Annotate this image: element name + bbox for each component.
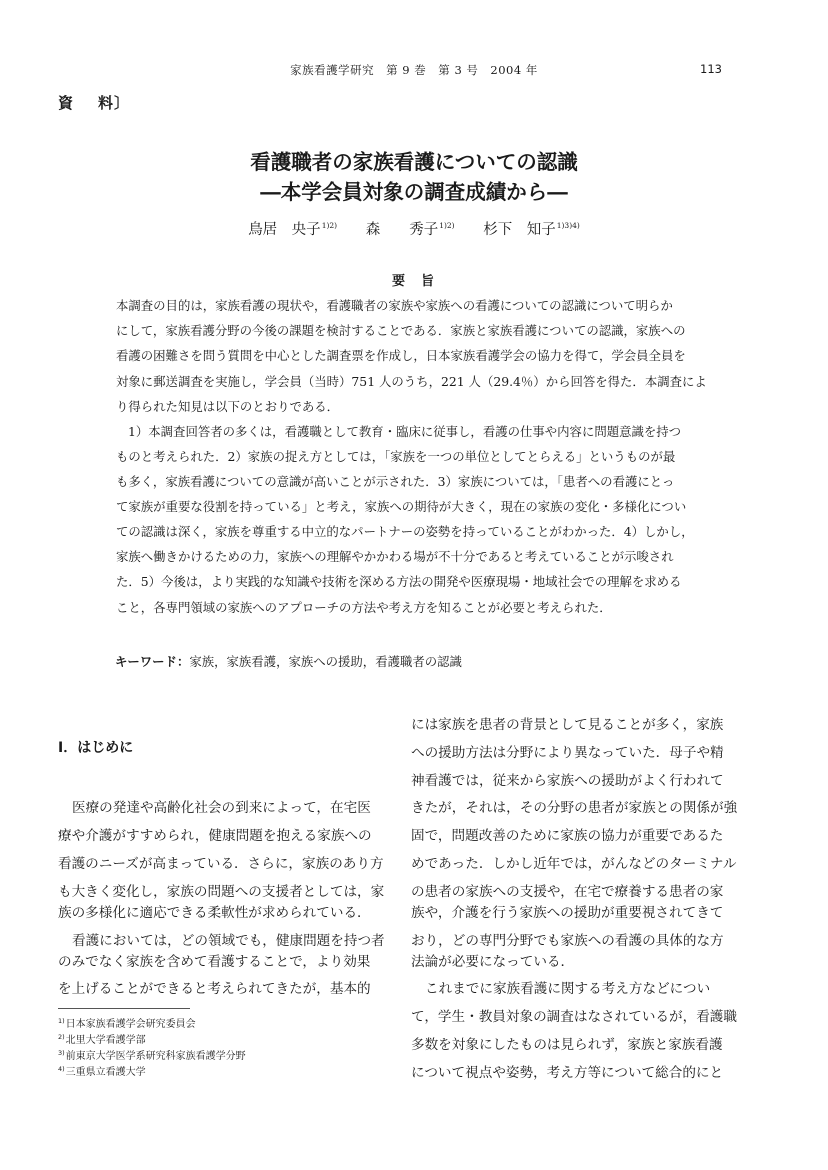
- author: [483, 218, 580, 239]
- abstract-line: た．5）今後は，より実践的な知識や技術を深める方法の開発や医療現場・地域社会での理解を求める: [116, 574, 682, 589]
- abstract-line: 本調査の目的は，家族看護の現状や，看護職者の家族や家族への看護についての認識について明らか: [116, 298, 673, 313]
- abstract-line: 看護の困難さを問う質問を中心とした調査票を作成し，日本家族看護学会の協力を得て，学会員全員を: [116, 348, 686, 363]
- footnote: [58, 1047, 246, 1062]
- body-line: を上げることができると考えられてきたが，基本的: [58, 981, 371, 997]
- body-line: 固で，問題改善のために家族の協力が重要であるた: [411, 828, 724, 844]
- body-line: 族や，介護を行う家族への援助が重要視されてきて: [411, 905, 724, 921]
- body-line: 族の多様化に適応できる柔軟性が求められている．: [58, 905, 371, 921]
- body-line: への援助方法は分野により異なっていた．母子や精: [411, 745, 724, 761]
- footnote-text: 北里大学看護学部: [65, 1035, 146, 1046]
- author-name: 杉下 知子: [483, 222, 556, 238]
- author-list: [0, 218, 828, 239]
- body-line: これまでに家族看護に関する考え方などについ: [425, 981, 711, 997]
- footnote: [58, 1015, 196, 1030]
- article-subtitle: ―本学会員対象の調査成績から―: [260, 180, 568, 204]
- page-number: 113: [700, 62, 722, 76]
- section-heading: I．はじめに: [58, 740, 134, 756]
- body-line: めであった．しかし近年では，がんなどのターミナル: [411, 856, 737, 872]
- article-type-part1: 資: [58, 94, 75, 112]
- keywords-label: キーワード：: [115, 654, 190, 669]
- footnote-text: 日本家族看護学会研究委員会: [65, 1019, 196, 1030]
- body-line: の患者の家族への支援や，在宅で療養する患者の家: [411, 884, 724, 900]
- abstract-line: ものと考えられた．2）家族の捉え方としては，「家族を一つの単位としてとらえる」というものが最: [116, 449, 676, 464]
- abstract-line: ての認識は深く，家族を尊重する中立的なパートナーの姿勢を持っていることがわかった．4）しかし，: [116, 524, 694, 539]
- keywords: [115, 652, 462, 670]
- body-line: おり，どの専門分野でも家族への看護の具体的な方: [411, 933, 724, 949]
- abstract-line: も多く，家族看護についての意識が高いことが示された．3）家族については，「患者への看護にとっ: [116, 474, 675, 489]
- footnote-mark: 3): [58, 1049, 65, 1057]
- body-line: 看護のニーズが高まっている．さらに，家族のあり方: [58, 856, 384, 872]
- body-line: きたが，それは，その分野の患者が家族との関係が強: [411, 800, 738, 816]
- abstract-line: 1）本調査回答者の多くは，看護職として教育・臨床に従事し，看護の仕事や内容に問題意識を持つ: [128, 424, 682, 439]
- author-affiliation-mark: 1)2): [439, 221, 455, 230]
- footnote-text: 前東京大学医学系研究科家族看護学分野: [65, 1051, 246, 1062]
- abstract-line: 家族へ働きかけるための力，家族への理解やかかわる場が不十分であると考えていることが示唆され: [116, 549, 674, 564]
- footnote-mark: 2): [58, 1033, 65, 1041]
- footnote-divider: [58, 1008, 190, 1009]
- footnote-mark: 1): [58, 1017, 65, 1025]
- abstract-heading-part1: 要: [391, 274, 407, 289]
- author: [248, 218, 337, 239]
- footnote-mark: 4): [58, 1065, 65, 1073]
- author: [366, 218, 455, 239]
- abstract-line: にして，家族看護分野の今後の課題を検討することである．家族と家族看護についての認識，家族への: [116, 323, 686, 338]
- abstract-line: 対象に郵送調査を実施し，学会員（当時）751 人のうち，221 人（29.4％）から回答を得た．本調査によ: [116, 374, 707, 389]
- article-type-part2: 料〕: [98, 94, 131, 112]
- abstract-line: り得られた知見は以下のとおりである．: [116, 399, 340, 414]
- author-name: 鳥居 央子: [248, 222, 321, 238]
- body-line: 看護においては，どの領域でも，健康問題を持つ者: [72, 933, 385, 949]
- body-line: 法論が必要になっている．: [411, 954, 575, 970]
- abstract-line: こと，各専門領域の家族へのアプローチの方法や考え方を知ることが必要と考えられた．: [116, 600, 612, 615]
- body-line: 多数を対象にしたものは見られず，家族と家族看護: [411, 1037, 723, 1053]
- body-line: 療や介護がすすめられ，健康問題を抱える家族への: [58, 828, 372, 844]
- article-type-label: [58, 92, 130, 113]
- body-line: 医療の発達や高齢化社会の到来によって，在宅医: [72, 800, 371, 816]
- article-title: 看護職者の家族看護についての認識: [250, 150, 578, 174]
- body-line: について視点や姿勢，考え方等について総合的にと: [411, 1065, 724, 1081]
- body-line: のみでなく家族を含めて看護することで，より効果: [58, 954, 371, 970]
- footnote: [58, 1063, 146, 1078]
- body-line: 神看護では，従来から家族への援助がよく行われて: [411, 773, 724, 789]
- author-affiliation-mark: 1)3)4): [556, 221, 580, 230]
- body-line: も大きく変化し，家族の問題への支援者としては，家: [58, 884, 385, 900]
- abstract-heading-part2: 旨: [421, 274, 437, 289]
- running-header: 家族看護学研究 第 9 巻 第 3 号 2004 年: [290, 63, 538, 77]
- author-affiliation-mark: 1)2): [321, 221, 338, 230]
- body-line: て，学生・教員対象の調査はなされているが，看護職: [411, 1009, 737, 1025]
- abstract-heading: [0, 270, 828, 289]
- body-line: には家族を患者の背景として見ることが多く，家族: [411, 717, 724, 733]
- abstract-line: て家族が重要な役割を持っている」と考え，家族への期待が大きく，現在の家族の変化・多様化につい: [116, 499, 687, 514]
- author-name: 森 秀子: [365, 222, 439, 238]
- footnote: [58, 1031, 146, 1046]
- keywords-text: 家族，家族看護，家族への援助，看護職者の認識: [189, 654, 462, 669]
- footnote-text: 三重県立看護大学: [65, 1067, 146, 1078]
